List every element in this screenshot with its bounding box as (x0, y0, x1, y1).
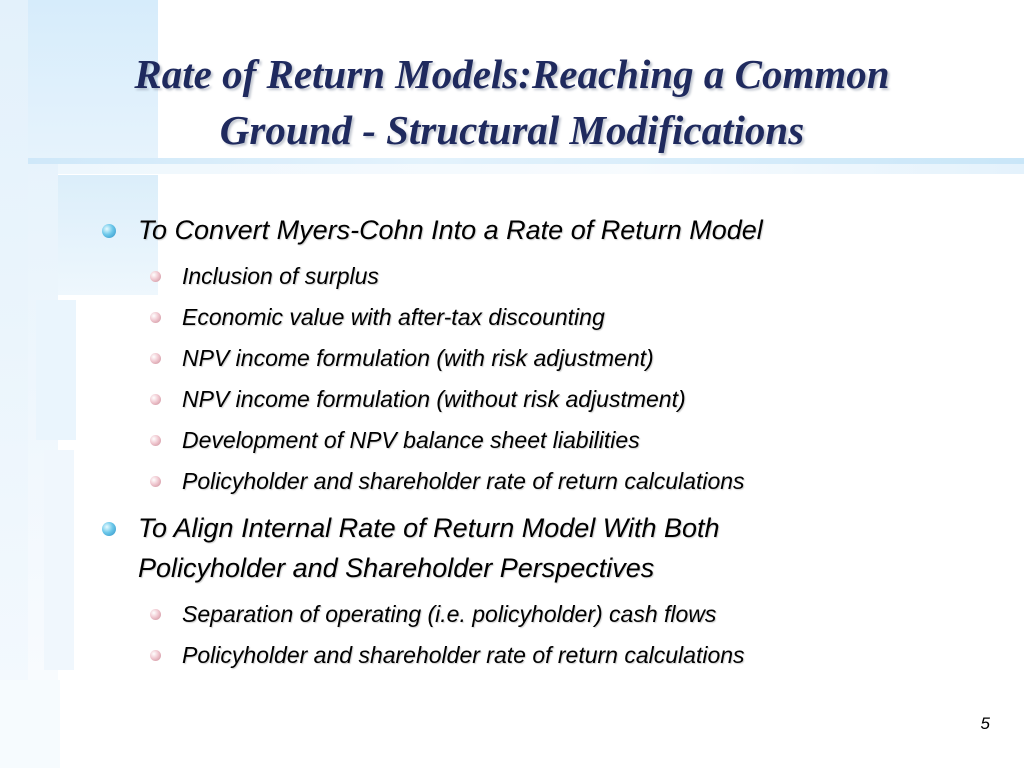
slide-title (60, 46, 964, 158)
bullet-dot-icon (150, 609, 161, 620)
bullet-text: NPV income formulation (without risk adjustment) (182, 386, 686, 412)
bullet-dot-icon (150, 650, 161, 661)
bullet-dot-icon (150, 353, 161, 364)
bullet-level2 (100, 256, 980, 297)
bullet-level2 (100, 379, 980, 420)
background-decoration (44, 450, 74, 670)
bullet-text: Economic value with after-tax discounting (182, 304, 605, 330)
bullet-text: Policyholder and Shareholder Perspectives (138, 553, 655, 583)
background-decoration (36, 300, 76, 440)
bullet-level2 (100, 420, 980, 461)
bullet-level2 (100, 594, 980, 635)
bullet-level2 (100, 297, 980, 338)
background-decoration (0, 680, 60, 768)
slide-title-line: Rate of Return Models:Reaching a Common (134, 51, 890, 97)
bullet-level2 (100, 635, 980, 676)
bullet-dot-icon (150, 271, 161, 282)
bullet-level1 (100, 210, 980, 250)
bullet-text: Policyholder and shareholder rate of return calculations (182, 642, 745, 668)
bullet-dot-icon (102, 224, 116, 238)
bullet-text: Policyholder and shareholder rate of return calculations (182, 468, 745, 494)
bullet-level1 (100, 508, 980, 588)
bullet-text: Separation of operating (i.e. policyholder) cash flows (182, 601, 717, 627)
slide-body (100, 210, 980, 676)
page-number: 5 (980, 714, 990, 733)
bullet-text: NPV income formulation (with risk adjustment) (182, 345, 654, 371)
background-decoration (0, 0, 28, 768)
bullet-text: To Align Internal Rate of Return Model With Both (138, 513, 720, 543)
bullet-text: Development of NPV balance sheet liabilities (182, 427, 640, 453)
slide-title-line: Ground - Structural Modifications (219, 107, 805, 153)
bullet-text: Inclusion of surplus (182, 263, 379, 289)
bullet-level2 (100, 461, 980, 502)
bullet-dot-icon (150, 476, 161, 487)
bullet-dot-icon (150, 435, 161, 446)
bullet-dot-icon (150, 394, 161, 405)
bullet-dot-icon (102, 522, 116, 536)
title-divider-band (58, 164, 1024, 174)
bullet-text: To Convert Myers-Cohn Into a Rate of Return Model (138, 215, 763, 245)
bullet-level2 (100, 338, 980, 379)
bullet-dot-icon (150, 312, 161, 323)
